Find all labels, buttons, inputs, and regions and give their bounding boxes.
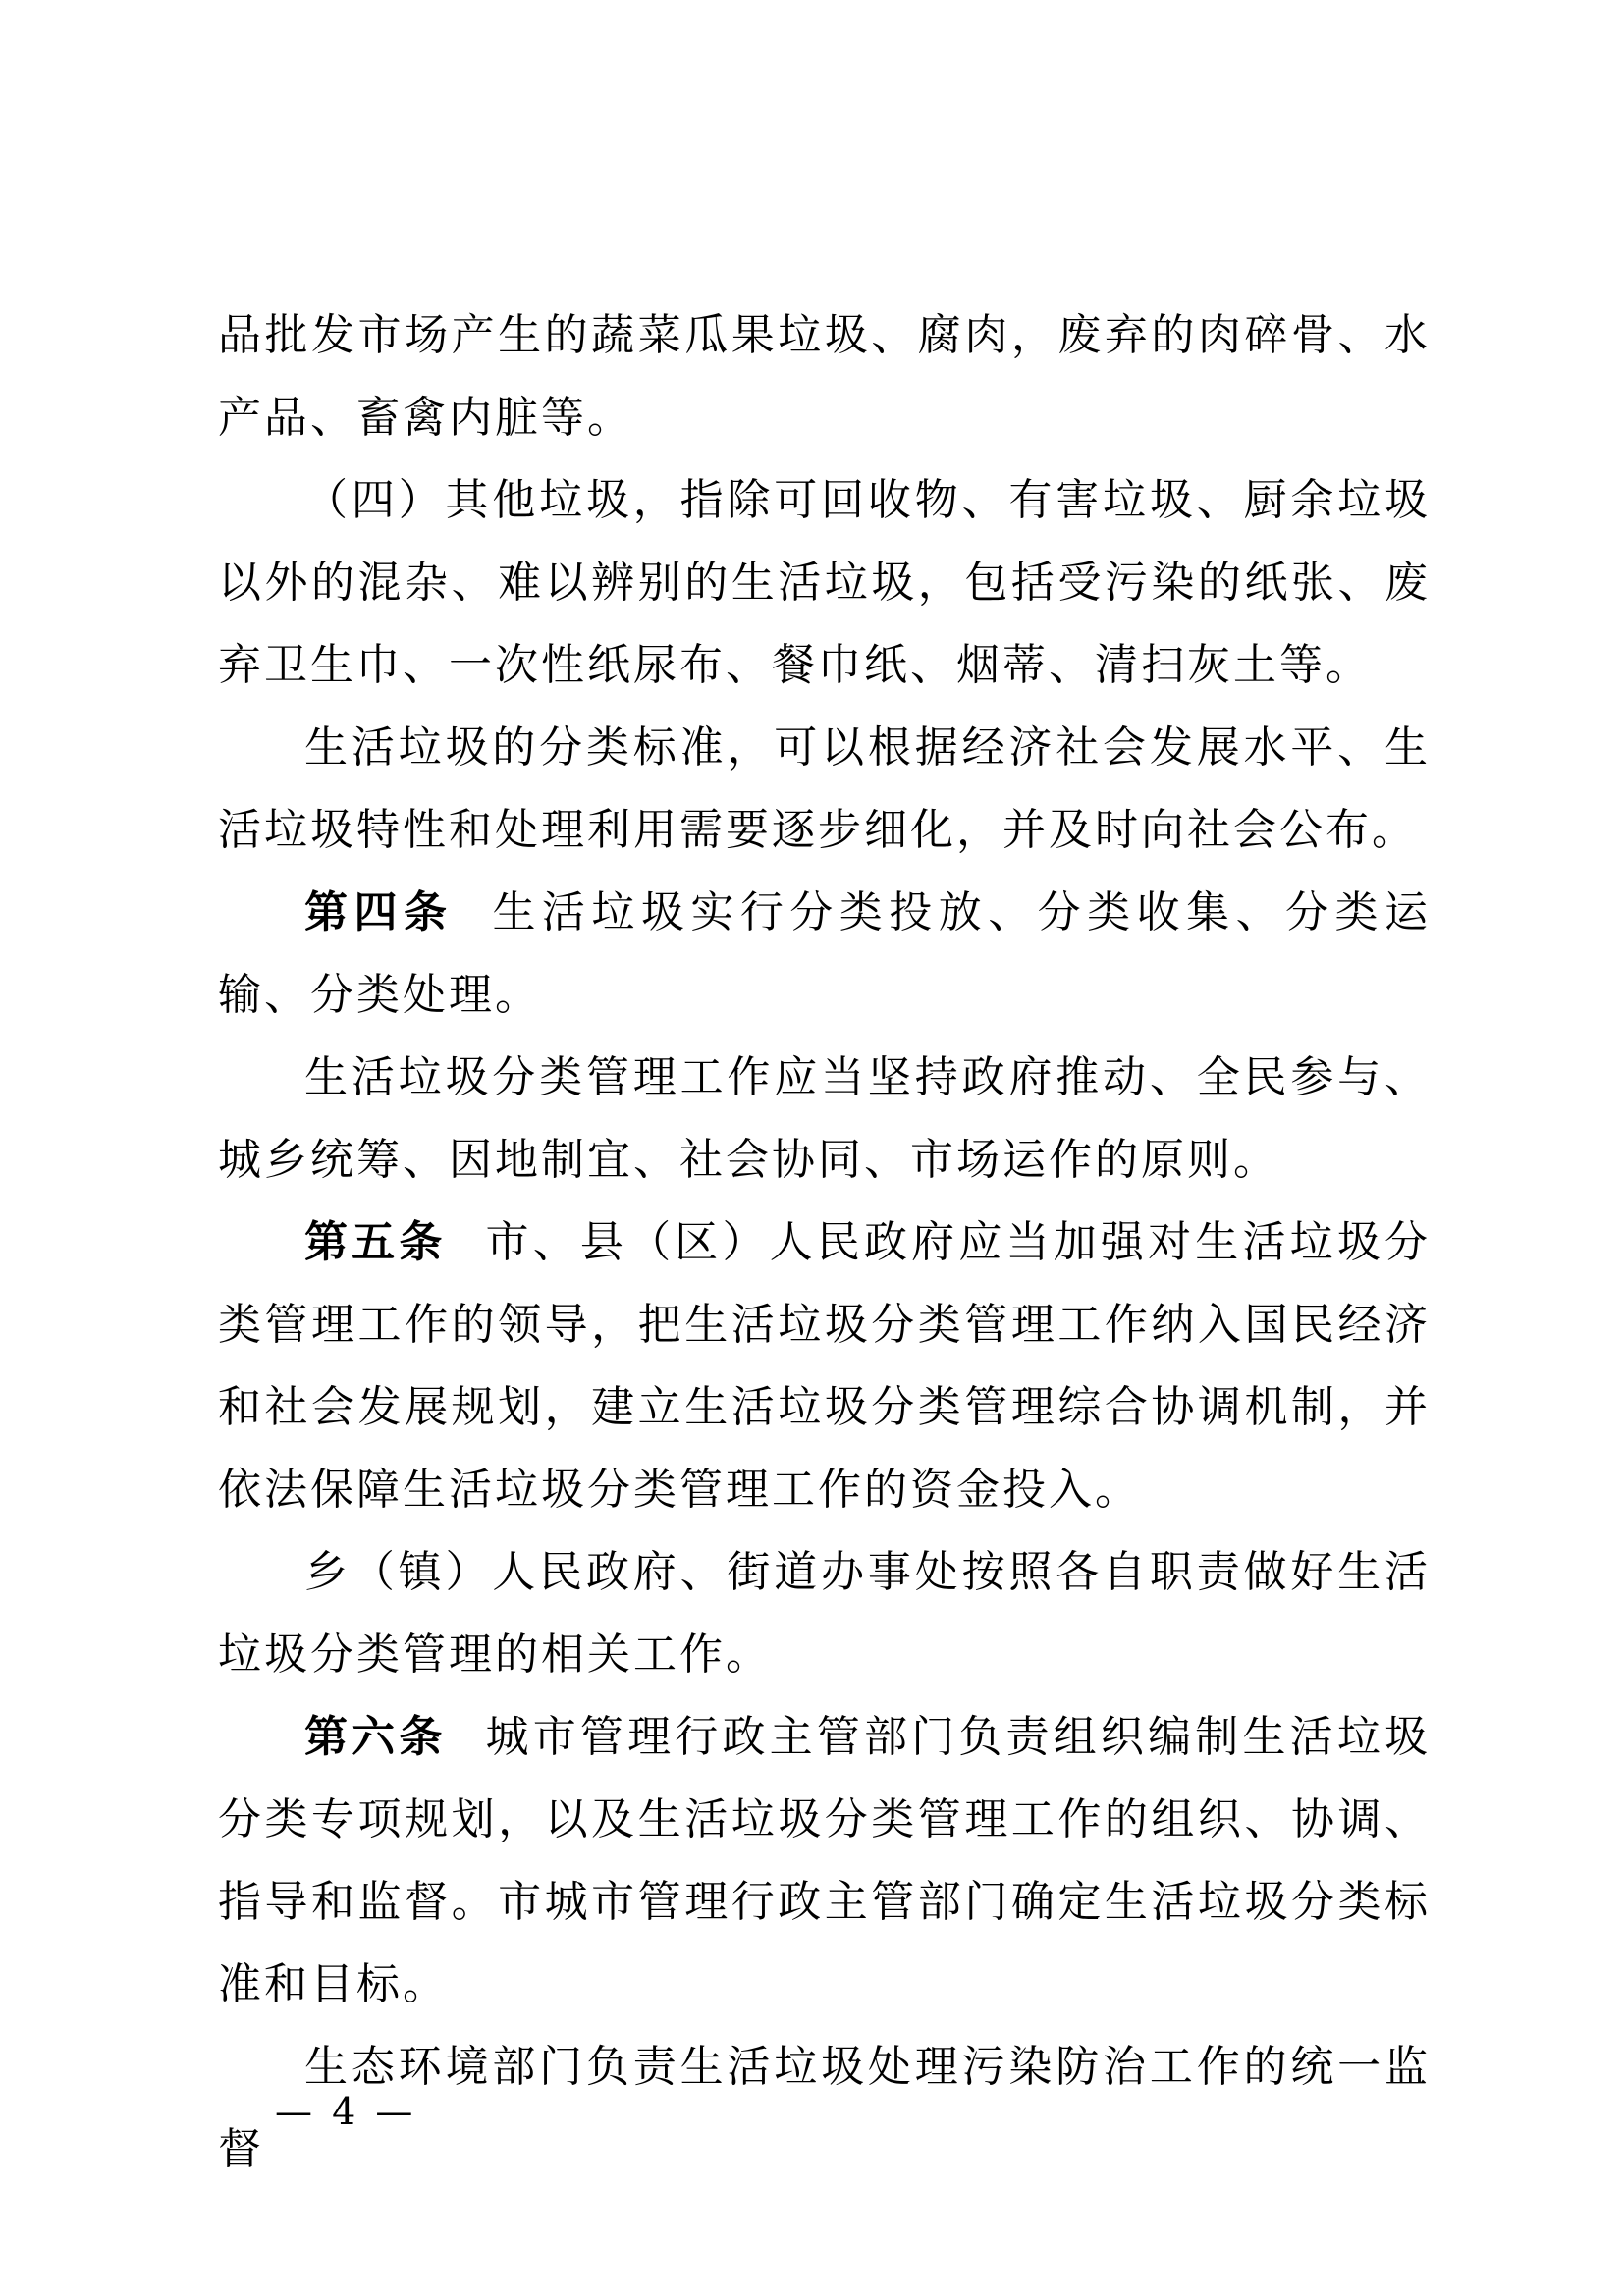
article-6 xyxy=(218,1696,1431,2026)
article-4-heading: 第四条 xyxy=(304,887,454,937)
article-4-text: 生活垃圾实行分类投放、分类收集、分类运输、分类处理。 xyxy=(218,887,1432,1020)
article-4 xyxy=(218,872,1431,1037)
paragraph-eco-environment: 生态环境部门负责生活垃圾处理污染防治工作的统一监督 xyxy=(218,2042,1431,2174)
article-5-text: 市、县（区）人民政府应当加强对生活垃圾分类管理工作的领导，把生活垃圾分类管理工作纳入国民经济和社会发展规划，建立生活垃圾分类管理综合协调机制，并依法保障生活垃圾分类管理工作的资金投入。 xyxy=(218,1217,1431,1515)
paragraph-continuation: 品批发市场产生的蔬菜瓜果垃圾、腐肉，废弃的肉碎骨、水产品、畜禽内脏等。 xyxy=(218,310,1431,443)
paragraph-classification-standard: 生活垃圾的分类标准，可以根据经济社会发展水平、生活垃圾特性和处理利用需要逐步细化，并及时向社会公布。 xyxy=(218,722,1431,855)
article-5-heading: 第五条 xyxy=(304,1217,447,1267)
page-number: — 4 — xyxy=(275,2090,417,2133)
paragraph-township-duties: 乡（镇）人民政府、街道办事处按照各自职责做好生活垃圾分类管理的相关工作。 xyxy=(218,1547,1431,1680)
article-5 xyxy=(218,1201,1431,1531)
article-6-heading: 第六条 xyxy=(304,1712,447,1762)
article-6-text: 城市管理行政主管部门负责组织编制生活垃圾分类专项规划，以及生活垃圾分类管理工作的组织、协调、指导和监督。市城市管理行政主管部门确定生活垃圾分类标准和目标。 xyxy=(218,1712,1431,2009)
paragraph-other-waste: （四）其他垃圾，指除可回收物、有害垃圾、厨余垃圾以外的混杂、难以辨别的生活垃圾，包括受污染的纸张、废弃卫生巾、一次性纸尿布、餐巾纸、烟蒂、清扫灰土等。 xyxy=(218,475,1431,690)
document-body xyxy=(218,294,1431,2191)
paragraph-principles: 生活垃圾分类管理工作应当坚持政府推动、全民参与、城乡统筹、因地制宜、社会协同、市场运作的原则。 xyxy=(218,1052,1431,1185)
